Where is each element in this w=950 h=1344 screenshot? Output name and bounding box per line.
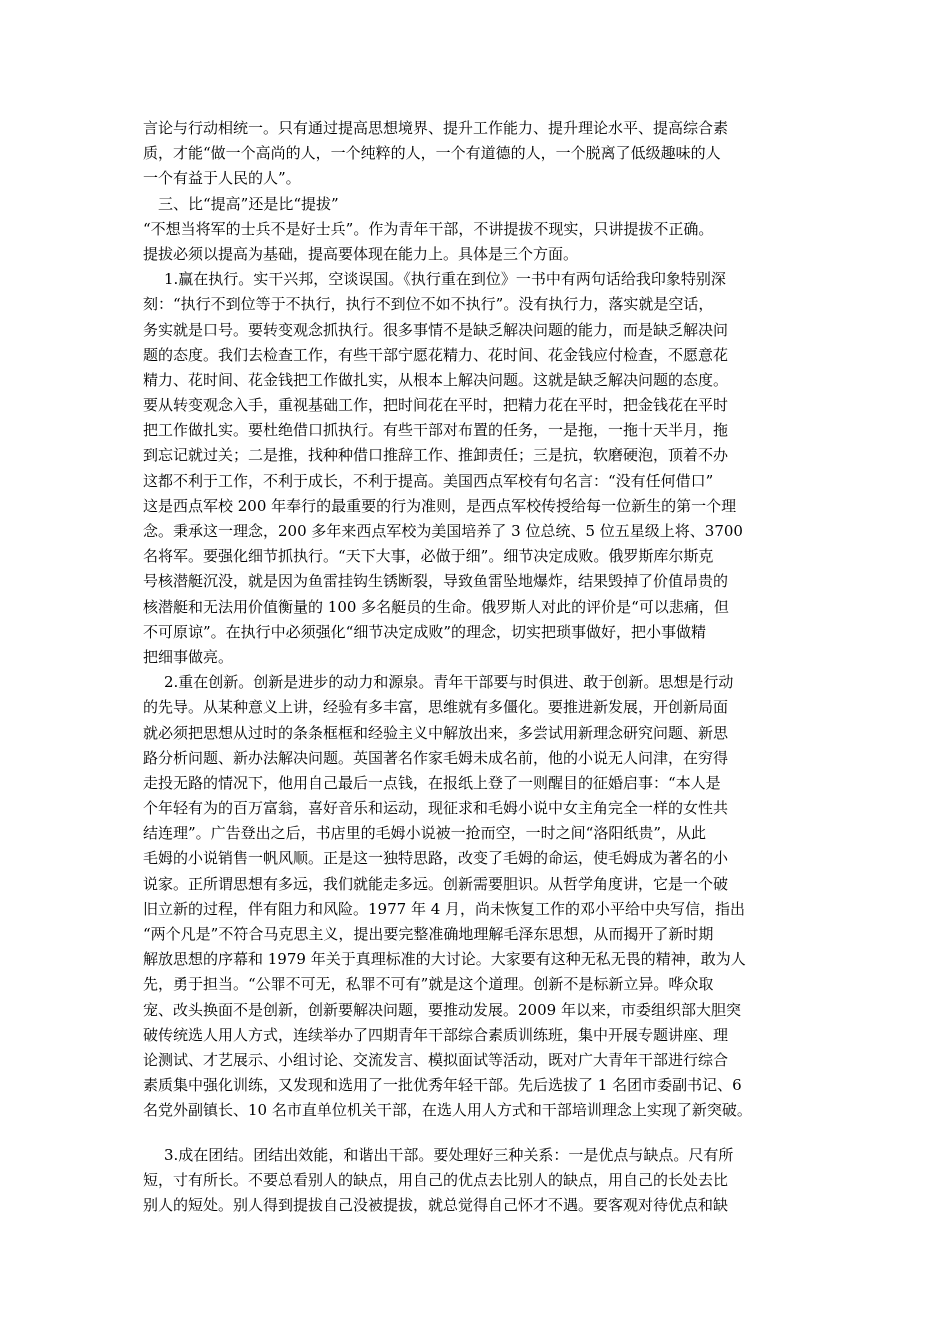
paragraph-start: 1.赢在执行。实干兴邦，空谈误国。《执行重在到位》一书中有两句话给我印象特别深 — [164, 270, 726, 289]
text-line: 言论与行动相统一。只有通过提高思想境界、提升工作能力、提升理论水平、提高综合素 — [143, 119, 729, 137]
text-line: 质，才能“做一个高尚的人，一个纯粹的人，一个有道德的人，一个脱离了低级趣味的人 — [143, 144, 721, 163]
text-line: 破传统选人用人方式，连续举办了四期青年干部综合素质训练班，集中开展专题讲座、理 — [143, 1025, 729, 1044]
text-line: “两个凡是”不符合马克思主义，提出要完整准确地理解毛泽东思想，从而揭开了新时期 — [143, 925, 714, 943]
text-line: 先，勇于担当。“公罪不可无，私罪不可有”就是这个道理。创新不是标新立异。哗众取 — [143, 975, 714, 994]
text-line: 一个有益于人民的人”。 — [143, 169, 301, 188]
text-line: 刻：“执行不到位等于不执行，执行不到位不如不执行”。没有执行力，落实就是空话， — [143, 295, 714, 314]
text-line: 旧立新的过程，伴有阻力和风险。1977 年 4 月，尚未恢复工作的邓小平给中央写信，指出 — [143, 899, 746, 918]
paragraph-gap — [143, 1124, 809, 1143]
text-line: 解放思想的序幕和 1979 年关于真理标准的大讨论。大家要有这种无私无畏的精神，敢为人 — [143, 950, 746, 969]
text-line: 精力、花时间、花金钱把工作做扎实，从根本上解决问题。这就是缺乏解决问题的态度。 — [143, 370, 729, 389]
text-line: 别人的短处。别人得到提拔自己没被提拔，就总觉得自己怀才不遇。要客观对待优点和缺 — [143, 1195, 729, 1214]
text-line: 的先导。从某种意义上讲，经验有多丰富，思维就有多僵化。要推进新发展，开创新局面 — [143, 698, 729, 717]
text-line: 核潜艇和无法用价值衡量的 100 多名艇员的生命。俄罗斯人对此的评价是“可以悲痛，但 — [143, 597, 729, 616]
section-heading: 三、比“提高”还是比“提拔” — [158, 194, 339, 213]
text-line: 把工作做扎实。要杜绝借口抓执行。有些干部对布置的任务，一是拖，一拖十天半月，拖 — [143, 421, 729, 440]
text-line: 提拔必须以提高为基础，提高要体现在能力上。具体是三个方面。 — [143, 244, 579, 263]
text-line: 短，寸有所长。不要总看别人的缺点，用自己的优点去比别人的缺点，用自己的长处去比 — [143, 1170, 729, 1189]
text-line: 题的态度。我们去检查工作，有些干部宁愿花精力、花时间、花金钱应付检查，不愿意花 — [143, 345, 729, 364]
text-line: 要从转变观念入手，重视基础工作，把时间花在平时，把精力花在平时，把金钱花在平时 — [143, 396, 729, 415]
text-line: 名党外副镇长、10 名市直单位机关干部，在选人用人方式和干部培训理念上实现了新突破。 — [143, 1101, 752, 1120]
text-line: 走投无路的情况下，他用自己最后一点钱，在报纸上登了一则醒目的征婚启事：“本人是 — [143, 773, 721, 792]
text-line: 把细事做亮。 — [143, 647, 234, 666]
paragraph-start: 3.成在团结。团结出效能，和谐出干部。要处理好三种关系：一是优点与缺点。尺有所 — [164, 1145, 734, 1164]
text-line: 务实就是口号。要转变观念抓执行。很多事情不是缺乏解决问题的能力，而是缺乏解决问 — [143, 320, 729, 339]
text-line: 就必须把思想从过时的条条框框和经验主义中解放出来，多尝试用新理念研究问题、新思 — [143, 723, 729, 742]
text-line: 毛姆的小说销售一帆风顺。正是这一独特思路，改变了毛姆的命运，使毛姆成为著名的小 — [143, 849, 729, 868]
text-line: 念。秉承这一理念，200 多年来西点军校为美国培养了 3 位总统、5 位五星级上将、3700 — [143, 522, 743, 540]
document-page — [143, 116, 809, 1218]
text-line: 这是西点军校 200 年奉行的最重要的行为准则，是西点军校传授给每一位新生的第一个理 — [143, 496, 737, 515]
text-line: 号核潜艇沉没，就是因为鱼雷挂钩生锈断裂，导致鱼雷坠地爆炸，结果毁掉了价值昂贵的 — [143, 572, 729, 591]
text-line: 名将军。要强化细节抓执行。“天下大事，必做于细”。细节决定成败。俄罗斯库尔斯克 — [143, 547, 714, 566]
text-line: 不可原谅”。在执行中必须强化“细节决定成败”的理念，切实把琐事做好，把小事做精 — [143, 622, 707, 641]
text-line: 宠、改头换面不是创新，创新要解决问题，要推动发展。2009 年以来，市委组织部大胆突 — [143, 1000, 741, 1019]
text-line: 到忘记就过关；二是推，找种种借口推辞工作、推卸责任；三是抗，软磨硬泡，顶着不办 — [143, 446, 729, 465]
text-line: 结连理”。广告登出之后，书店里的毛姆小说被一抢而空，一时之间“洛阳纸贵”，从此 — [143, 824, 707, 843]
text-line: 路分析问题、新办法解决问题。英国著名作家毛姆未成名前，他的小说无人问津，在穷得 — [143, 748, 729, 767]
text-line: 个年轻有为的百万富翁，喜好音乐和运动，现征求和毛姆小说中女主角完全一样的女性共 — [143, 799, 729, 818]
text-line: 说家。正所谓思想有多远，我们就能走多远。创新需要胆识。从哲学角度讲，它是一个破 — [143, 874, 729, 893]
text-line: “不想当将军的士兵不是好士兵”。作为青年干部，不讲提拔不现实，只讲提拔不正确。 — [143, 219, 714, 238]
text-line: 这都不利于工作，不利于成长，不利于提高。美国西点军校有句名言：“没有任何借口” — [143, 471, 714, 490]
text-line: 论测试、才艺展示、小组讨论、交流发言、模拟面试等活动，既对广大青年干部进行综合 — [143, 1050, 729, 1069]
paragraph-start: 2.重在创新。创新是进步的动力和源泉。青年干部要与时俱进、敢于创新。思想是行动 — [164, 673, 734, 692]
text-line: 素质集中强化训练，又发现和选用了一批优秀年轻干部。先后选拔了 1 名团市委副书记、6 — [143, 1076, 742, 1095]
